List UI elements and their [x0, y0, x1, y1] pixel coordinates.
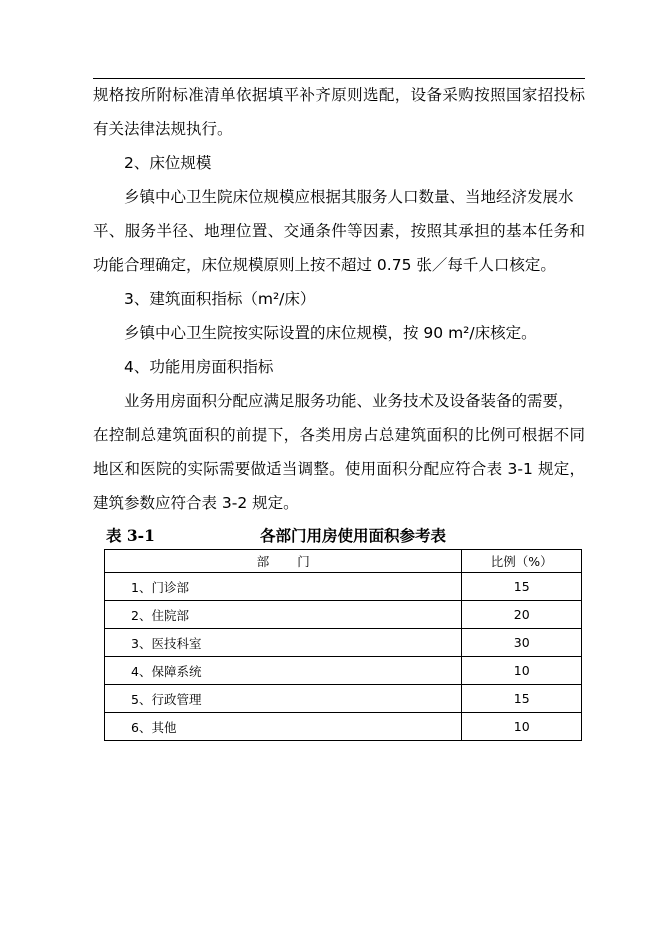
- dept-cell: 6、其他: [105, 713, 462, 741]
- body-line-4: 乡镇中心卫生院床位规模应根据其服务人口数量、当地经济发展水: [124, 188, 574, 206]
- dept-cell: 3、医技科室: [105, 629, 462, 657]
- section-heading-function-rooms: 4、功能用房面积指标: [124, 358, 274, 376]
- table-row: [105, 657, 582, 685]
- body-line-10: 业务用房面积分配应满足服务功能、业务技术及设备装备的需要，: [124, 392, 574, 410]
- table-row: [105, 601, 582, 629]
- body-line-11: 在控制总建筑面积的前提下，各类用房占总建筑面积的比例可根据不同: [93, 426, 585, 444]
- ratio-cell: 20: [462, 601, 582, 629]
- dept-cell: 4、保障系统: [105, 657, 462, 685]
- header-rule: [93, 78, 585, 79]
- dept-cell: 2、住院部: [105, 601, 462, 629]
- ratio-cell: 15: [462, 573, 582, 601]
- table-row: [105, 573, 582, 601]
- ratio-cell: 10: [462, 657, 582, 685]
- ratio-cell: 15: [462, 685, 582, 713]
- ratio-cell: 30: [462, 629, 582, 657]
- body-line-1: 规格按所附标准清单依据填平补齐原则选配，设备采购按照国家招投标: [93, 86, 585, 104]
- body-line-12: 地区和医院的实际需要做适当调整。使用面积分配应符合表 3-1 规定，: [93, 460, 585, 478]
- table-number: 表 3-1: [106, 526, 155, 545]
- dept-cell: 1、门诊部: [105, 573, 462, 601]
- table-header-row: [105, 550, 582, 573]
- body-line-2: 有关法律法规执行。: [93, 120, 233, 138]
- section-heading-bed-scale: 2、床位规模: [124, 154, 212, 172]
- table-row: [105, 629, 582, 657]
- table-row: [105, 685, 582, 713]
- header-department-char-b: 门: [297, 554, 310, 569]
- header-department-char-a: 部: [256, 554, 270, 569]
- body-line-5: 平、服务半径、地理位置、交通条件等因素，按照其承担的基本任务和: [93, 222, 585, 240]
- dept-cell: 5、行政管理: [105, 685, 462, 713]
- area-reference-table: [104, 549, 582, 741]
- body-line-6: 功能合理确定，床位规模原则上按不超过 0.75 张／每千人口核定。: [93, 256, 556, 274]
- body-line-8: 乡镇中心卫生院按实际设置的床位规模，按 90 m²/床核定。: [124, 324, 537, 342]
- header-ratio: 比例（%）: [462, 550, 582, 573]
- table-title: 各部门用房使用面积参考表: [260, 527, 447, 545]
- header-department: [105, 550, 462, 573]
- section-heading-floor-area: 3、建筑面积指标（m²/床）: [124, 290, 316, 308]
- body-line-13: 建筑参数应符合表 3-2 规定。: [93, 494, 299, 512]
- ratio-cell: 10: [462, 713, 582, 741]
- table-row: [105, 713, 582, 741]
